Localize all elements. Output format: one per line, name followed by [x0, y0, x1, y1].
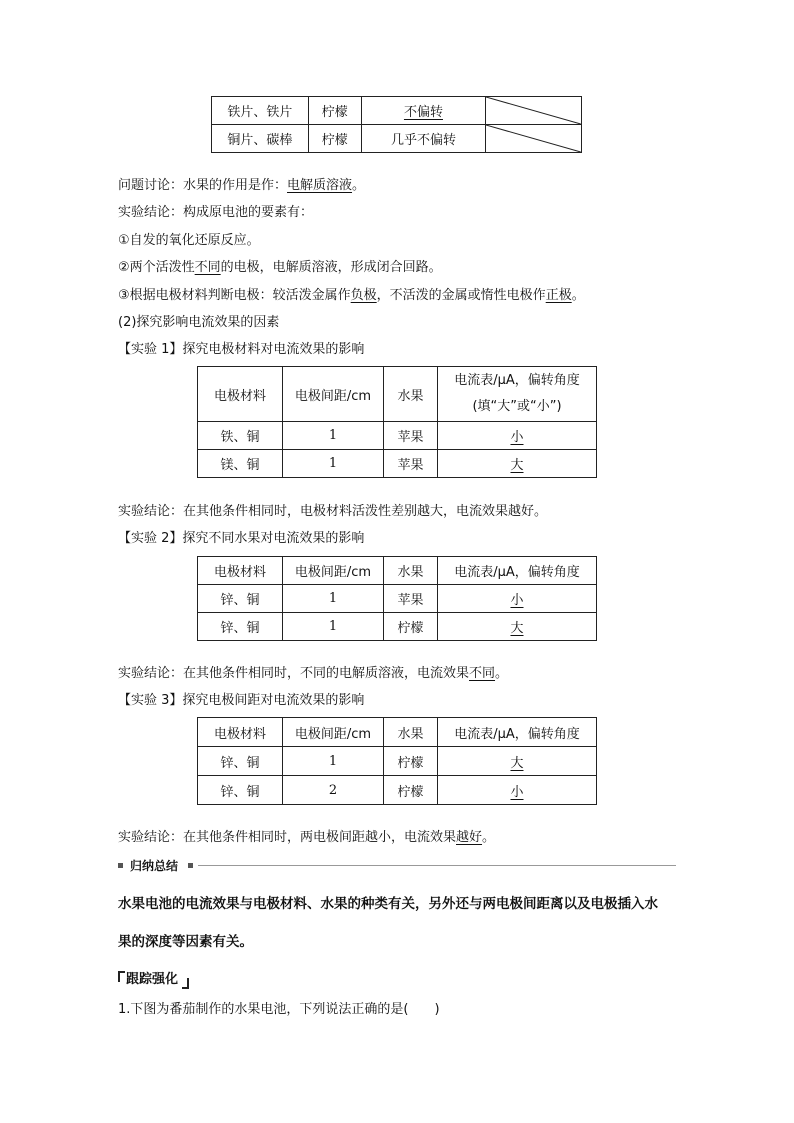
exp1-table — [197, 366, 597, 478]
exp3-table — [197, 717, 597, 805]
result-answer: 不偏转 — [403, 105, 443, 120]
exp2-conclusion — [118, 664, 508, 684]
header-fruit: 水果 — [384, 367, 438, 422]
section-2-heading: (2)探究影响电流效果的因素 — [118, 315, 280, 330]
angle-answer: 大 — [510, 621, 524, 636]
fruit-cell: 柠檬 — [384, 613, 438, 641]
divider-square-icon — [118, 863, 123, 868]
summary-line-2: 果的深度等因素有关。 — [118, 934, 253, 950]
electrodes-cell: 铜片、碳棒 — [212, 125, 309, 153]
header-material: 电极材料 — [198, 718, 283, 747]
fruit-cell: 柠檬 — [384, 776, 438, 805]
angle-answer: 大 — [510, 458, 524, 473]
header-distance: 电极间距/cm — [283, 367, 384, 422]
angle-cell — [438, 776, 597, 805]
question-1: 1.下图为番茄制作的水果电池，下列说法正确的是( ) — [118, 1002, 440, 1017]
corner-bracket-icon — [182, 978, 189, 989]
header-fruit: 水果 — [384, 557, 438, 585]
point-2 — [118, 258, 442, 278]
exp2-conclusion-end: 。 — [495, 666, 509, 681]
fruit-cell: 苹果 — [384, 585, 438, 613]
diagonal-line — [486, 125, 581, 152]
angle-cell — [438, 450, 597, 478]
header-distance: 电极间距/cm — [283, 718, 384, 747]
divider-square-icon — [188, 863, 193, 868]
exp2-conclusion-text: 实验结论：在其他条件相同时，不同的电解质溶液，电流效果 — [118, 666, 470, 681]
fruit-cell: 柠檬 — [384, 747, 438, 776]
top-result-table — [211, 96, 582, 153]
header-fruit: 水果 — [384, 718, 438, 747]
result-cell — [361, 97, 486, 125]
material-cell: 锌、铜 — [198, 776, 283, 805]
material-cell: 锌、铜 — [198, 585, 283, 613]
point-2-text: ②两个活泼性 — [118, 260, 195, 275]
angle-cell — [438, 422, 597, 450]
discussion-answer: 电解质溶液 — [287, 178, 353, 193]
point-1: ①自发的氧化还原反应。 — [118, 233, 260, 248]
exp1-title: 【实验 1】探究电极材料对电流效果的影响 — [118, 342, 365, 357]
followup-heading: 跟踪强化 — [126, 972, 179, 987]
summary-line-1: 水果电池的电流效果与电极材料、水果的种类有关，另外还与两电极间距离以及电极插入水 — [118, 896, 658, 912]
distance-cell: 1 — [283, 450, 384, 478]
point-3-text: ③根据电极材料判断电极：较活泼金属作 — [118, 288, 351, 303]
distance-cell: 2 — [283, 776, 384, 805]
angle-answer: 小 — [510, 430, 524, 445]
material-cell: 锌、铜 — [198, 613, 283, 641]
discussion-suffix: 。 — [352, 178, 366, 193]
table-row — [198, 585, 597, 613]
exp3-conclusion — [118, 828, 495, 848]
distance-cell: 1 — [283, 585, 384, 613]
header-distance: 电极间距/cm — [283, 557, 384, 585]
table-row — [212, 125, 582, 153]
point-3-text-end: 。 — [571, 288, 585, 303]
exp2-table — [197, 556, 597, 641]
table-row — [198, 747, 597, 776]
header-angle-line2: (填“大”或“小”) — [472, 399, 562, 414]
angle-cell — [438, 585, 597, 613]
distance-cell: 1 — [283, 422, 384, 450]
material-cell: 铁、铜 — [198, 422, 283, 450]
corner-bracket-icon — [118, 971, 125, 982]
discussion-prefix: 问题讨论：水果的作用是作： — [118, 178, 288, 193]
followup-heading-box — [118, 970, 208, 990]
angle-answer: 小 — [510, 593, 524, 608]
blank-diagonal-cell — [486, 97, 582, 125]
summary-divider — [118, 858, 676, 874]
table-row — [212, 97, 582, 125]
point-2-text-end: 的电极，电解质溶液，形成闭合回路。 — [220, 260, 442, 275]
table-row — [198, 422, 597, 450]
exp3-conclusion-end: 。 — [482, 830, 496, 845]
angle-cell — [438, 613, 597, 641]
distance-cell: 1 — [283, 747, 384, 776]
material-cell: 镁、铜 — [198, 450, 283, 478]
blank-diagonal-cell — [486, 125, 582, 153]
header-angle — [438, 367, 597, 422]
fruit-cell: 柠檬 — [308, 125, 361, 153]
exp1-conclusion: 实验结论：在其他条件相同时，电极材料活泼性差别越大，电流效果越好。 — [118, 504, 548, 519]
table-header-row — [198, 367, 597, 422]
table-header-row — [198, 718, 597, 747]
angle-answer: 小 — [510, 784, 524, 800]
electrodes-cell: 铁片、铁片 — [212, 97, 309, 125]
point-3-text-mid: ，不活泼的金属或惰性电极作 — [376, 288, 546, 303]
fruit-cell: 柠檬 — [308, 97, 361, 125]
exp3-conclusion-answer: 越好 — [456, 830, 483, 845]
point-2-answer: 不同 — [194, 260, 221, 275]
fruit-cell: 苹果 — [384, 450, 438, 478]
exp3-title: 【实验 3】探究电极间距对电流效果的影响 — [118, 693, 365, 708]
point-3-answer-2: 正极 — [545, 288, 572, 303]
angle-answer: 大 — [510, 755, 524, 771]
table-row — [198, 776, 597, 805]
material-cell: 锌、铜 — [198, 747, 283, 776]
point-3 — [118, 286, 585, 306]
header-material: 电极材料 — [198, 367, 283, 422]
divider-line — [198, 865, 676, 866]
header-angle: 电流表/μA，偏转角度 — [438, 718, 597, 747]
fruit-cell: 苹果 — [384, 422, 438, 450]
discussion-line — [118, 176, 365, 196]
header-material: 电极材料 — [198, 557, 283, 585]
point-3-answer-1: 负极 — [350, 288, 377, 303]
angle-cell — [438, 747, 597, 776]
header-angle: 电流表/μA，偏转角度 — [438, 557, 597, 585]
distance-cell: 1 — [283, 613, 384, 641]
summary-heading: 归纳总结 — [130, 859, 179, 873]
header-angle-line1: 电流表/μA，偏转角度 — [454, 373, 580, 388]
exp3-conclusion-text: 实验结论：在其他条件相同时，两电极间距越小，电流效果 — [118, 830, 457, 845]
exp2-conclusion-answer: 不同 — [469, 666, 496, 681]
table-row — [198, 613, 597, 641]
conclusion-intro: 实验结论：构成原电池的要素有： — [118, 205, 314, 220]
table-row — [198, 450, 597, 478]
result-cell: 几乎不偏转 — [361, 125, 486, 153]
exp2-title: 【实验 2】探究不同水果对电流效果的影响 — [118, 531, 365, 546]
table-header-row — [198, 557, 597, 585]
diagonal-line — [486, 97, 581, 124]
